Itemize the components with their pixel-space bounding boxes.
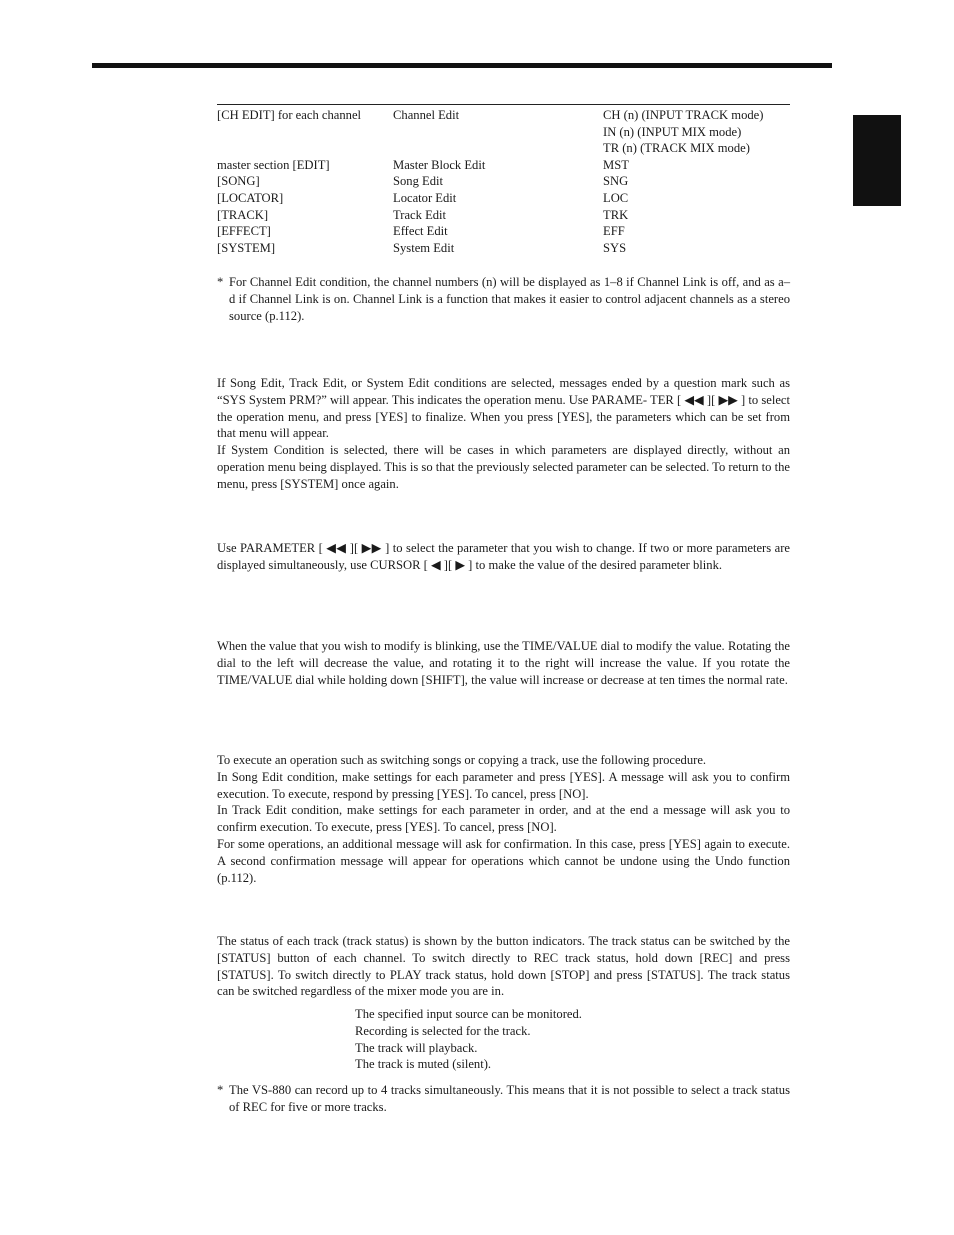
value-modify-section [217,638,790,688]
note-asterisk: * [217,275,224,289]
table-row [217,140,790,157]
note-text: The VS-880 can record up to 4 tracks simultaneously. This means that it is not possible to select a track status of REC for five or more tracks. [229,1083,790,1114]
table-cell-button: [TRACK] [217,207,269,222]
table-cell-button: [EFFECT] [217,224,271,239]
table-cell-condition: Effect Edit [393,224,448,239]
table-cell-condition: Song Edit [393,174,444,189]
table-cell-condition: Locator Edit [393,190,457,205]
table-cell-display: IN (n) (INPUT MIX mode) [603,124,742,139]
list-item: The specified input source can be monitored. [355,1007,582,1021]
list-item: Recording is selected for the track. [355,1023,531,1038]
table-row [217,157,790,174]
conditions-table [217,104,790,256]
paragraph: Use PARAMETER [ ◀◀ ][ ▶▶ ] to select the parameter that you wish to change. If two or more parameters are displayed simultaneously, use CURSOR [ ◀ ][ ▶ ] to make the value of the desired parameter blink. [217,541,790,572]
table-row [217,190,790,207]
table-cell-display: SNG [603,174,629,189]
table-cell-display: LOC [603,190,629,205]
table-cell-display: EFF [603,224,625,239]
table-row [217,124,790,141]
paragraph: If System Condition is selected, there will be cases in which parameters are displayed directly, without an operation menu being displayed. This is so that the previously selected parameter can be selected. To return to the menu, press [SYSTEM] once again. [217,443,790,491]
paragraph: To execute an operation such as switching songs or copying a track, use the following procedure. [217,753,707,767]
table-cell-button: [CH EDIT] for each channel [217,108,362,122]
parameter-select-section [217,540,790,574]
track-status-section [217,933,790,1000]
table-cell-button: [SONG] [217,174,260,189]
table-row [217,240,790,257]
note-asterisk: * [217,1083,224,1097]
table-row [217,173,790,190]
table-cell-display: MST [603,157,629,172]
paragraph: The status of each track (track status) is shown by the button indicators. The track status can be switched by the [STATUS] button of each channel. To switch directly to REC track status, hold down [REC] and press [STATUS]. To switch directly to PLAY track status, hold down [STOP] and press [STATUS]. The track status can be switched regardless of the mixer mode you are in. [217,934,790,999]
paragraph: If Song Edit, Track Edit, or System Edit conditions are selected, messages ended by a question mark such as “SYS System PRM?” will appear. This indicates the operation menu. Use PARAME- TER [ ◀◀ ][ ▶▶ ] to select the operation menu, and press [YES] to finalize. When you press [YES], the parameters which can be set from that menu will appear. [217,376,790,441]
table-row [217,207,790,224]
table-cell-button: master section [EDIT] [217,157,330,172]
list-item: The track is muted (silent). [355,1057,492,1072]
execute-section [217,752,790,886]
table-cell-display: TRK [603,207,629,222]
table-cell-display: TR (n) (TRACK MIX mode) [603,141,750,156]
table-cell-button: [LOCATOR] [217,190,284,205]
header-rule [92,63,832,68]
rec-limit-note [217,1082,790,1116]
paragraph: For some operations, an additional message will ask for confirmation. In this case, press [YES] again to execute. A second confirmation message will appear for operations which cannot be undone using the Undo function (p.112). [217,836,790,885]
channel-edit-note [217,274,790,324]
table-cell-display: SYS [603,240,627,255]
list-item: The track will playback. [355,1040,478,1055]
operation-menu-section [217,375,790,493]
chapter-tab [853,115,901,206]
status-description-list [355,1006,582,1073]
table-cell-display: CH (n) (INPUT TRACK mode) [603,108,764,122]
table-cell-condition: System Edit [393,240,455,255]
table-row [217,223,790,240]
paragraph: In Song Edit condition, make settings for each parameter and press [YES]. A message will ask you to confirm execution. To execute, respond by pressing [YES]. To cancel, press [NO]. [217,769,790,801]
note-text: For Channel Edit condition, the channel numbers (n) will be displayed as 1–8 if Channel Link is off, and as a–d if Channel Link is on. Channel Link is a function that makes it easier to control adjacent channels as a stereo source (p.112). [229,275,790,323]
table-cell-condition: Track Edit [393,207,447,222]
table-cell-condition: Master Block Edit [393,157,486,172]
paragraph: When the value that you wish to modify is blinking, use the TIME/VALUE dial to modify the value. Rotating the dial to the left will decrease the value, and rotating it to the right will increase the value. If you rotate the TIME/VALUE dial while holding down [SHIFT], the value will increase or decrease at ten times the normal rate. [217,639,790,687]
table-row [217,107,790,124]
table-cell-condition: Channel Edit [393,108,460,122]
table-cell-button: [SYSTEM] [217,240,276,255]
paragraph: In Track Edit condition, make settings for each parameter in order, and at the end a message will ask you to confirm execution. To execute, press [YES]. To cancel, press [NO]. [217,803,790,835]
